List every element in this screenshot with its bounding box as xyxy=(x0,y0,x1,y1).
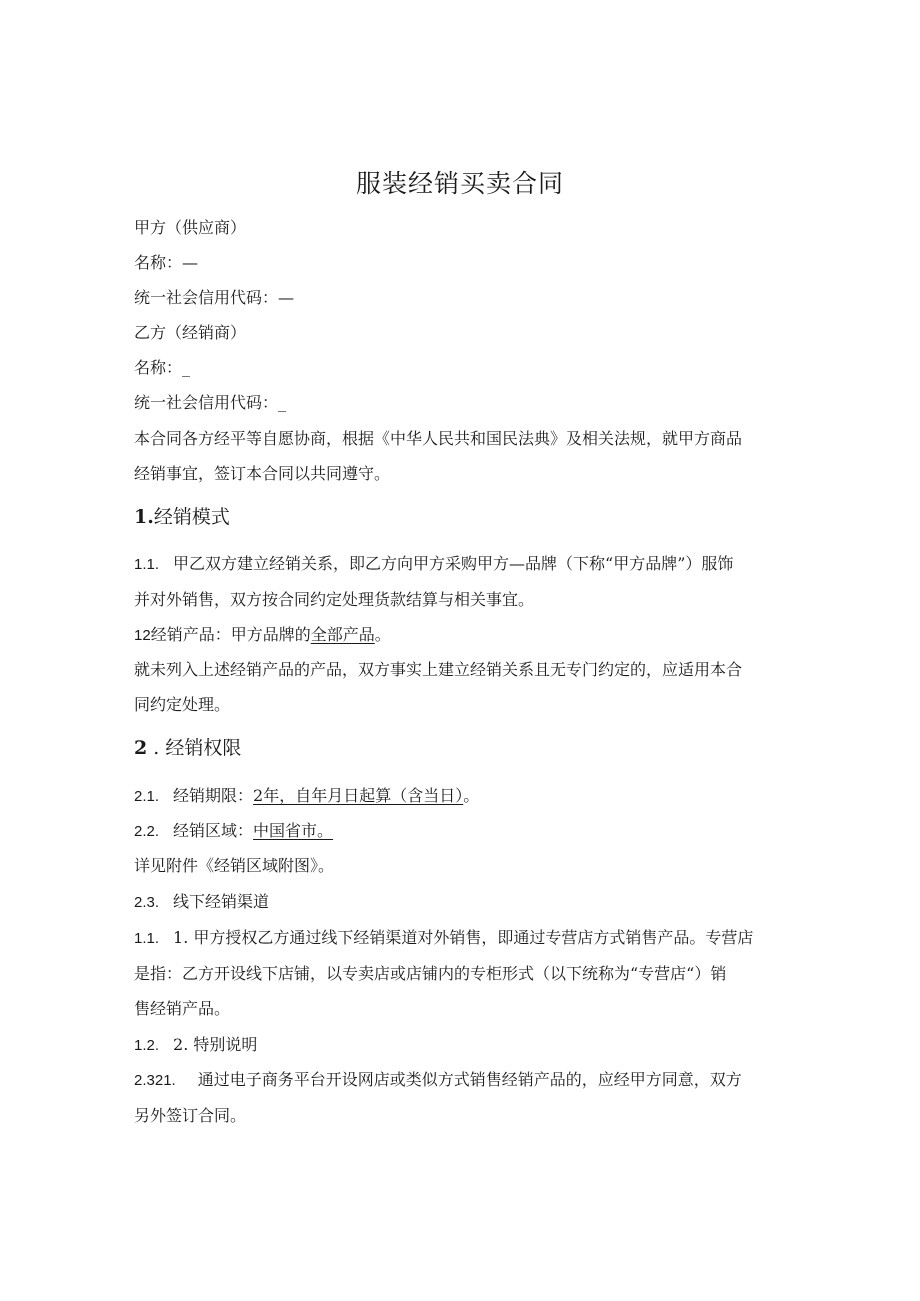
clause-1-1-line-2: 并对外销售，双方按合同约定处理货款结算与相关事宜。 xyxy=(134,590,535,609)
clause-underlined-text: 全部产品 xyxy=(310,625,375,644)
section-1-note-line-2: 同约定处理。 xyxy=(134,695,231,714)
clause-number: 1.2. xyxy=(134,1037,160,1054)
clause-label: 2. 特别说明 xyxy=(173,1035,258,1054)
clause-number: 2.2. xyxy=(134,823,160,840)
intro-line-2: 经销事宜，签订本合同以共同遵守。 xyxy=(134,464,391,483)
clause-2-3-1-line-3: 售经销产品。 xyxy=(134,999,231,1018)
clause-number: 2.321. xyxy=(134,1072,176,1089)
intro-line-1: 本合同各方经平等自愿协商，根据《中华人民共和国民法典》及相关法规，就甲方商品 xyxy=(134,429,743,448)
clause-text: 1. 甲方授权乙方通过线下经销渠道对外销售，即通过专营店方式销售产品。专营店 xyxy=(173,928,754,947)
clause-2-3-2-1-line-2: 另外签订合同。 xyxy=(134,1106,247,1125)
clause-1-2 xyxy=(134,625,391,646)
clause-2-3-2 xyxy=(134,1035,257,1056)
clause-text: 经销产品：甲方品牌的 xyxy=(150,625,311,644)
party-a-heading: 甲方（供应商） xyxy=(134,218,247,237)
clause-number: 12 xyxy=(134,627,151,644)
party-b-heading: 乙方（经销商） xyxy=(134,323,247,342)
section-1-title: 经销模式 xyxy=(153,506,230,528)
clause-2-3 xyxy=(134,892,269,913)
clause-number: 2.3. xyxy=(134,894,160,911)
clause-2-1 xyxy=(134,786,479,807)
document-title: 服装经销买卖合同 xyxy=(355,169,564,198)
clause-text: 甲乙双方建立经销关系，即乙方向甲方采购甲方—品牌（下称“甲方品牌”）服饰 xyxy=(173,554,734,573)
clause-2-2 xyxy=(134,821,333,842)
clause-2-2-note: 详见附件《经销区域附图》。 xyxy=(134,856,335,875)
clause-text: 通过电子商务平台开设网店或类似方式销售经销产品的，应经甲方同意，双方 xyxy=(197,1070,742,1089)
party-b-code: 统一社会信用代码：_ xyxy=(134,393,287,412)
section-2-heading xyxy=(134,736,241,760)
party-a-code: 统一社会信用代码：— xyxy=(134,288,295,307)
clause-label: 经销区域： xyxy=(173,821,254,840)
section-2-number: 2 xyxy=(134,737,148,759)
clause-end-punct: 。 xyxy=(374,625,391,644)
clause-2-3-1 xyxy=(134,928,753,949)
clause-number: 2.1. xyxy=(134,788,160,805)
party-b-name: 名称：_ xyxy=(134,358,191,377)
clause-1-1 xyxy=(134,554,733,575)
clause-label: 线下经销渠道 xyxy=(173,892,270,911)
party-a-name: 名称：— xyxy=(134,253,199,272)
clause-number: 1.1. xyxy=(134,930,160,947)
section-1-number: 1. xyxy=(134,506,154,528)
section-1-heading xyxy=(134,505,230,529)
section-1-note-line-1: 就未列入上述经销产品的产品，双方事实上建立经销关系且无专门约定的，应适用本合 xyxy=(134,660,743,679)
clause-underlined-text: 中国省市。 xyxy=(253,821,334,840)
clause-label: 经销期限： xyxy=(173,786,254,805)
clause-number: 1.1. xyxy=(134,556,160,573)
section-2-title: . 经销权限 xyxy=(147,737,242,759)
clause-end-punct: 。 xyxy=(463,786,480,805)
clause-2-3-2-1 xyxy=(134,1070,742,1091)
clause-underlined-text: 2年，自年月日起算（含当日） xyxy=(253,786,464,805)
clause-2-3-1-line-2: 是指：乙方开设线下店铺，以专卖店或店铺内的专柜形式（以下统称为“专营店“）销 xyxy=(134,964,727,983)
